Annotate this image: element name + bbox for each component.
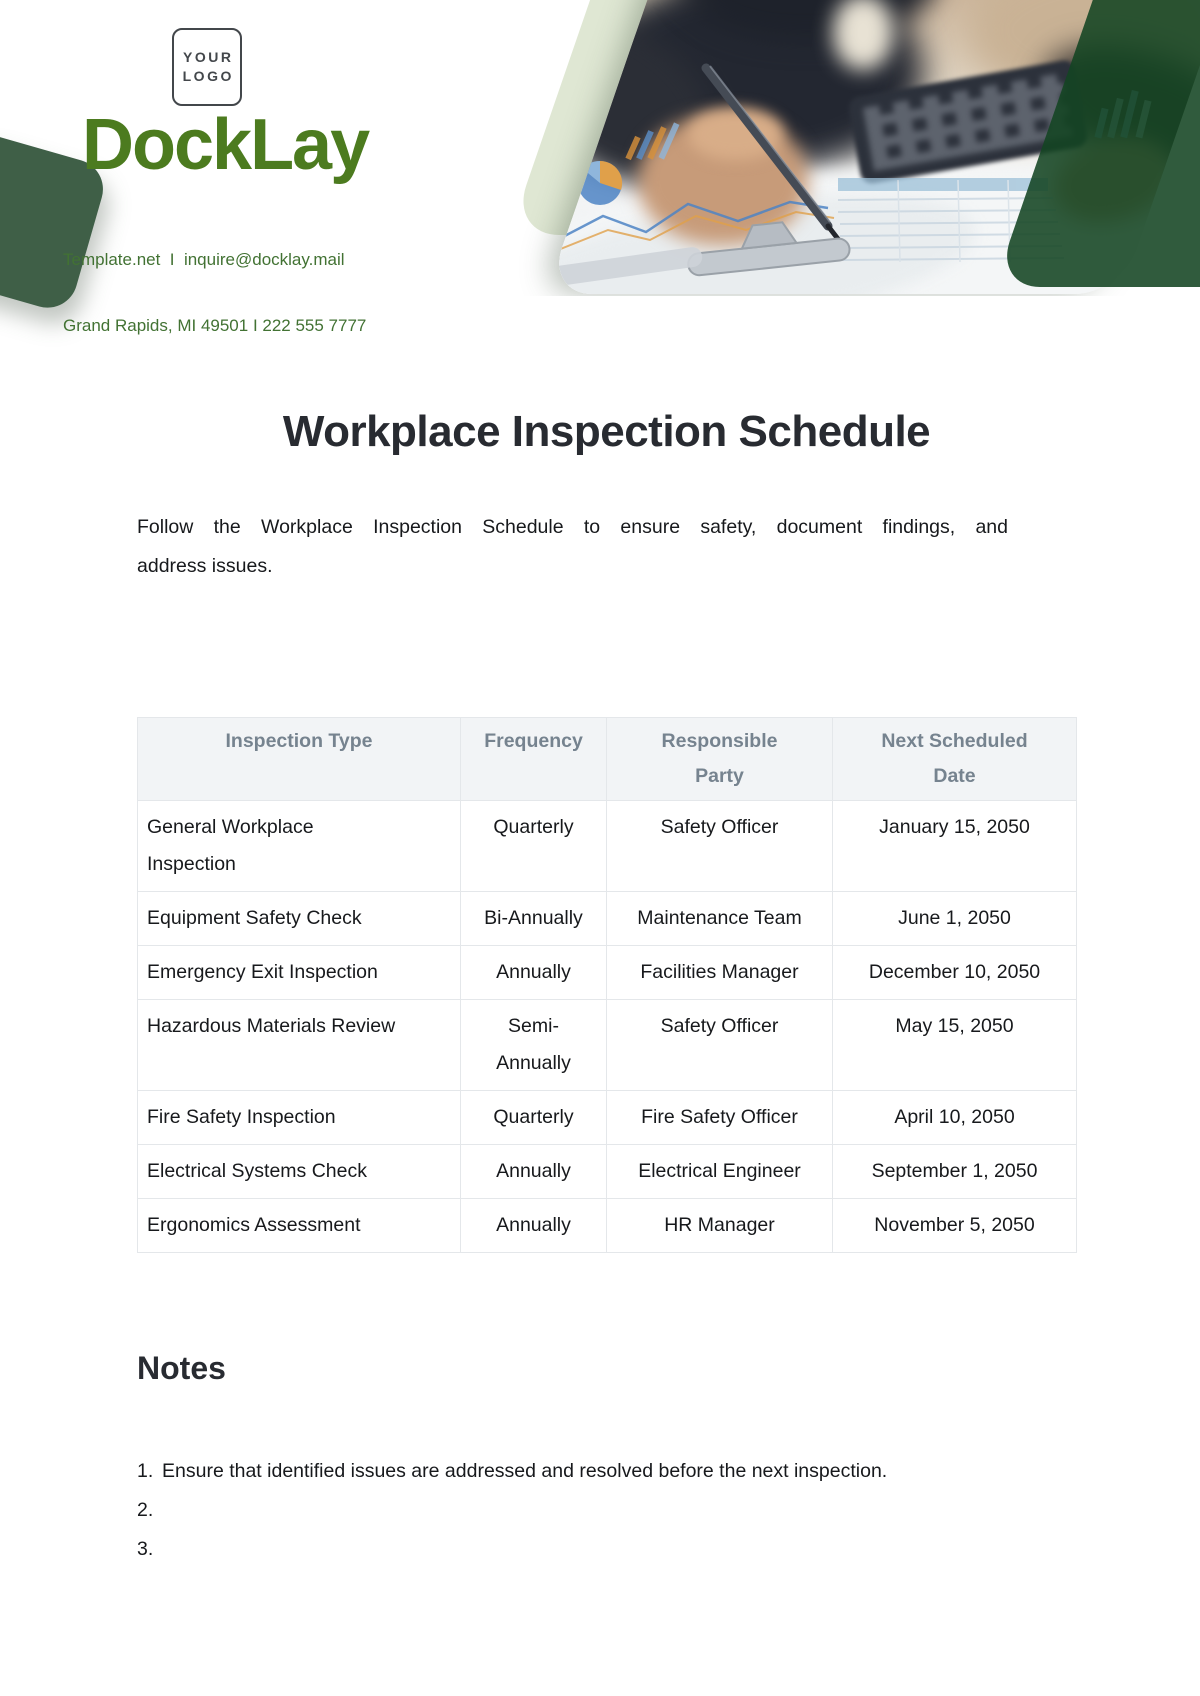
table-cell: December 10, 2050	[833, 946, 1077, 1000]
table-body	[138, 801, 1077, 1253]
table-cell: September 1, 2050	[833, 1145, 1077, 1199]
note-item	[137, 1530, 1076, 1569]
table-cell: Maintenance Team	[607, 892, 833, 946]
note-item	[137, 1452, 1076, 1491]
table-cell: Fire Safety Inspection	[138, 1091, 461, 1145]
notes-list	[137, 1452, 1076, 1569]
notes-heading: Notes	[137, 1350, 226, 1386]
table-row	[138, 892, 1077, 946]
table-cell: HR Manager	[607, 1199, 833, 1253]
table-cell: Emergency Exit Inspection	[138, 946, 461, 1000]
contact-line-1: Template.net I inquire@docklay.mail	[63, 250, 345, 269]
table-cell: Electrical Engineer	[607, 1145, 833, 1199]
column-header-next-scheduled-date: Next Scheduled Date	[833, 718, 1077, 801]
table-cell: Annually	[461, 946, 607, 1000]
column-header-responsible-party: Responsible Party	[607, 718, 833, 801]
table-cell: Ergonomics Assessment	[138, 1199, 461, 1253]
table-cell: Quarterly	[461, 1091, 607, 1145]
table-row	[138, 1000, 1077, 1091]
table-cell: January 15, 2050	[833, 801, 1077, 892]
table-cell: Hazardous Materials Review	[138, 1000, 461, 1091]
table-cell: Equipment Safety Check	[138, 892, 461, 946]
table-cell: May 15, 2050	[833, 1000, 1077, 1091]
table-cell: Facilities Manager	[607, 946, 833, 1000]
table-cell: Bi-Annually	[461, 892, 607, 946]
inspection-schedule-table	[137, 717, 1077, 1253]
table-cell: Annually	[461, 1199, 607, 1253]
table-cell: General Workplace Inspection	[138, 801, 461, 892]
contact-line-2: Grand Rapids, MI 49501 I 222 555 7777	[63, 316, 367, 335]
table-row	[138, 1145, 1077, 1199]
table-cell: Safety Officer	[607, 1000, 833, 1091]
table-header-row	[138, 718, 1077, 801]
note-text: Ensure that identified issues are addressed and resolved before the next inspection.	[162, 1460, 888, 1482]
table-cell: Annually	[461, 1145, 607, 1199]
table-row	[138, 1199, 1077, 1253]
table-cell: Quarterly	[461, 801, 607, 892]
note-item	[137, 1491, 1076, 1530]
brand-name: DockLay	[82, 105, 369, 185]
column-header-frequency: Frequency	[461, 718, 607, 801]
intro-line-1: Follow the Workplace Inspection Schedule to ensure safety, document findings, and	[137, 516, 1008, 538]
table-cell: Fire Safety Officer	[607, 1091, 833, 1145]
page-title: Workplace Inspection Schedule	[282, 407, 931, 456]
intro-paragraph	[137, 508, 1008, 586]
column-header-inspection-type: Inspection Type	[138, 718, 461, 801]
table-cell: Safety Officer	[607, 801, 833, 892]
table-cell: Electrical Systems Check	[138, 1145, 461, 1199]
table-row	[138, 1091, 1077, 1145]
note-number: 1.	[137, 1460, 154, 1482]
document-body	[137, 0, 1076, 1569]
table-cell: Semi-Annually	[461, 1000, 607, 1091]
logo-text-line2: LOGO	[182, 68, 234, 84]
table-row	[138, 946, 1077, 1000]
note-number: 2.	[137, 1499, 154, 1521]
note-number: 3.	[137, 1538, 154, 1560]
intro-line-2: address issues.	[137, 555, 273, 577]
table-cell: June 1, 2050	[833, 892, 1077, 946]
table-cell: April 10, 2050	[833, 1091, 1077, 1145]
table-row	[138, 801, 1077, 892]
logo-text-line1: YOUR	[183, 49, 234, 65]
table-cell: November 5, 2050	[833, 1199, 1077, 1253]
